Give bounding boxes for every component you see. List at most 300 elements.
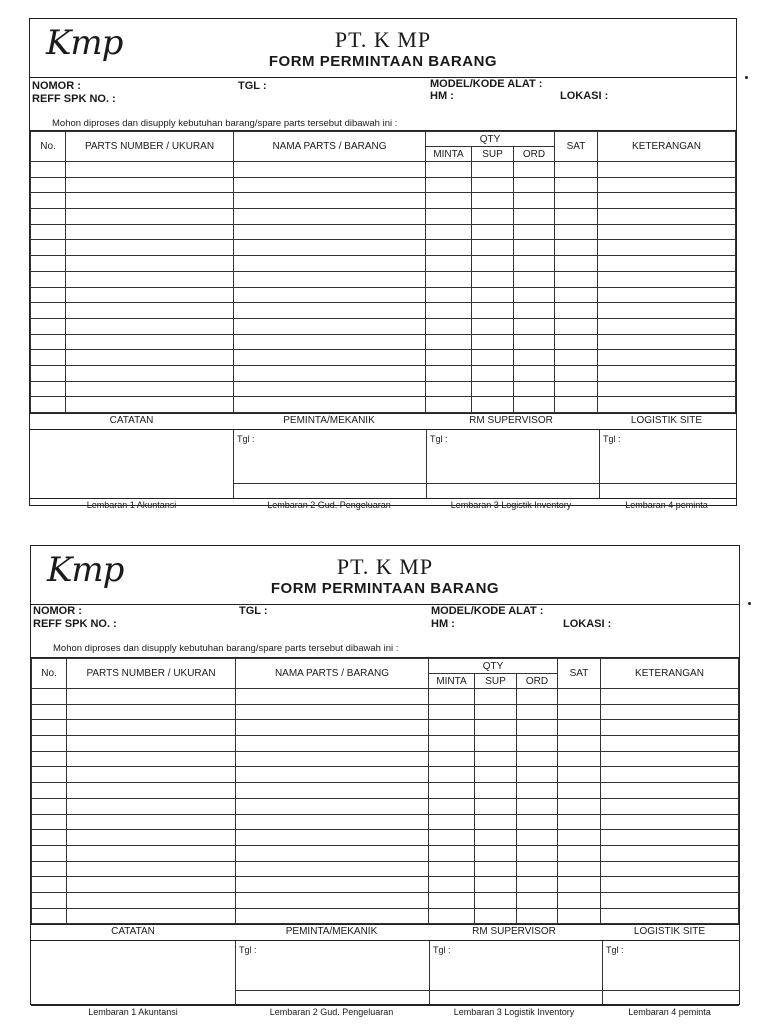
table-cell[interactable] [32, 861, 67, 877]
col-sup: SUP [475, 674, 517, 689]
table-cell[interactable] [514, 365, 555, 381]
table-cell[interactable] [429, 845, 475, 861]
table-cell[interactable] [598, 397, 736, 413]
table-cell[interactable] [475, 830, 517, 846]
table-cell[interactable] [32, 704, 67, 720]
table-cell[interactable] [426, 318, 472, 334]
table-cell[interactable] [598, 381, 736, 397]
table-cell[interactable] [32, 798, 67, 814]
table-cell[interactable] [517, 877, 558, 893]
table-cell[interactable] [601, 798, 739, 814]
table-cell[interactable] [558, 861, 601, 877]
logistik-signature-box[interactable] [603, 941, 739, 1005]
table-cell[interactable] [234, 177, 426, 193]
table-cell[interactable] [601, 830, 739, 846]
table-cell[interactable] [475, 751, 517, 767]
table-cell[interactable] [31, 318, 66, 334]
table-cell[interactable] [236, 877, 429, 893]
form-title: FORM PERMINTAAN BARANG [268, 53, 498, 70]
table-cell[interactable] [67, 689, 236, 705]
table-cell[interactable] [32, 720, 67, 736]
logistik-signature-box[interactable] [600, 430, 736, 498]
table-cell[interactable] [234, 287, 426, 303]
table-cell[interactable] [67, 767, 236, 783]
col-ord: ORD [514, 147, 555, 162]
scan-speck [745, 76, 748, 79]
table-cell[interactable] [31, 365, 66, 381]
lokasi-field[interactable]: LOKASI : [560, 90, 609, 102]
table-cell[interactable] [598, 240, 736, 256]
table-cell[interactable] [67, 877, 236, 893]
table-cell[interactable] [66, 397, 234, 413]
table-cell[interactable] [558, 704, 601, 720]
table-cell[interactable] [555, 350, 598, 366]
table-cell[interactable] [555, 193, 598, 209]
table-cell[interactable] [426, 209, 472, 225]
table-cell[interactable] [601, 704, 739, 720]
table-cell[interactable] [234, 365, 426, 381]
table-cell[interactable] [472, 240, 514, 256]
table-cell[interactable] [426, 193, 472, 209]
table-cell[interactable] [598, 209, 736, 225]
table-cell[interactable] [472, 334, 514, 350]
table-cell[interactable] [555, 177, 598, 193]
table-cell[interactable] [517, 861, 558, 877]
table-cell[interactable] [234, 397, 426, 413]
table-cell[interactable] [66, 162, 234, 178]
table-cell[interactable] [67, 814, 236, 830]
table-cell[interactable] [234, 224, 426, 240]
rm-supervisor-label: RM SUPERVISOR [472, 926, 556, 938]
table-cell[interactable] [517, 720, 558, 736]
table-cell[interactable] [236, 720, 429, 736]
table-cell[interactable] [429, 814, 475, 830]
table-cell[interactable] [555, 318, 598, 334]
table-cell[interactable] [31, 397, 66, 413]
rm-signature-box[interactable] [427, 430, 600, 498]
table-cell[interactable] [601, 689, 739, 705]
table-cell[interactable] [429, 751, 475, 767]
table-cell[interactable] [426, 240, 472, 256]
table-cell[interactable] [601, 767, 739, 783]
table-cell[interactable] [517, 798, 558, 814]
table-cell[interactable] [234, 303, 426, 319]
signature-headers [30, 413, 736, 427]
table-cell[interactable] [32, 892, 67, 908]
rm-signature-box[interactable] [430, 941, 603, 1005]
tgl-field[interactable]: TGL : [239, 605, 268, 617]
table-cell[interactable] [517, 892, 558, 908]
table-cell[interactable] [234, 256, 426, 272]
table-cell[interactable] [66, 193, 234, 209]
table-cell[interactable] [598, 162, 736, 178]
nomor-field[interactable]: NOMOR : [32, 80, 81, 92]
table-cell[interactable] [234, 193, 426, 209]
table-cell[interactable] [31, 240, 66, 256]
table-cell[interactable] [67, 845, 236, 861]
table-cell[interactable] [517, 704, 558, 720]
company-logo: Kmp [46, 23, 123, 63]
table-cell[interactable] [32, 751, 67, 767]
table-cell[interactable] [514, 397, 555, 413]
table-cell[interactable] [475, 814, 517, 830]
table-cell[interactable] [598, 256, 736, 272]
table-cell[interactable] [234, 334, 426, 350]
tgl-label: Tgl : [606, 945, 624, 956]
table-cell[interactable] [558, 908, 601, 924]
table-cell[interactable] [558, 892, 601, 908]
table-cell[interactable] [67, 861, 236, 877]
table-cell[interactable] [514, 162, 555, 178]
table-cell[interactable] [598, 193, 736, 209]
col-qty: QTY [429, 659, 558, 674]
table-cell[interactable] [555, 271, 598, 287]
table-cell[interactable] [426, 271, 472, 287]
table-cell[interactable] [32, 736, 67, 752]
table-cell[interactable] [31, 381, 66, 397]
table-cell[interactable] [472, 303, 514, 319]
table-cell[interactable] [517, 830, 558, 846]
tgl-field[interactable]: TGL : [238, 80, 267, 92]
table-cell[interactable] [236, 892, 429, 908]
table-cell[interactable] [514, 209, 555, 225]
table-cell[interactable] [558, 783, 601, 799]
table-cell[interactable] [32, 830, 67, 846]
table-cell[interactable] [32, 877, 67, 893]
table-row [32, 798, 739, 814]
table-cell[interactable] [514, 303, 555, 319]
reff-spk-field[interactable]: REFF SPK NO. : [32, 93, 116, 105]
table-cell[interactable] [236, 798, 429, 814]
table-cell[interactable] [555, 397, 598, 413]
table-cell[interactable] [601, 908, 739, 924]
model-field[interactable]: MODEL/KODE ALAT : [431, 605, 544, 617]
table-cell[interactable] [517, 751, 558, 767]
lokasi-field[interactable]: LOKASI : [563, 618, 612, 630]
peminta-signature-box[interactable] [236, 941, 430, 1005]
table-cell[interactable] [601, 751, 739, 767]
table-cell[interactable] [31, 162, 66, 178]
table-cell[interactable] [66, 318, 234, 334]
table-cell[interactable] [475, 877, 517, 893]
table-cell[interactable] [558, 814, 601, 830]
table-cell[interactable] [426, 303, 472, 319]
table-cell[interactable] [475, 783, 517, 799]
table-cell[interactable] [66, 303, 234, 319]
table-cell[interactable] [31, 209, 66, 225]
copy-2: Lembaran 2 Gud. Pengeluaran [267, 500, 391, 510]
table-cell[interactable] [66, 256, 234, 272]
table-cell[interactable] [475, 720, 517, 736]
table-cell[interactable] [32, 767, 67, 783]
table-cell[interactable] [472, 162, 514, 178]
table-row [32, 845, 739, 861]
table-cell[interactable] [32, 908, 67, 924]
table-cell[interactable] [517, 736, 558, 752]
table-cell[interactable] [429, 877, 475, 893]
table-cell[interactable] [67, 908, 236, 924]
table-cell[interactable] [598, 318, 736, 334]
table-cell[interactable] [234, 318, 426, 334]
table-cell[interactable] [558, 845, 601, 861]
table-cell[interactable] [234, 350, 426, 366]
table-cell[interactable] [555, 287, 598, 303]
table-cell[interactable] [472, 397, 514, 413]
table-cell[interactable] [514, 318, 555, 334]
table-cell[interactable] [601, 720, 739, 736]
table-cell[interactable] [517, 845, 558, 861]
table-cell[interactable] [32, 845, 67, 861]
table-cell[interactable] [475, 767, 517, 783]
table-cell[interactable] [598, 365, 736, 381]
table-cell[interactable] [601, 736, 739, 752]
peminta-signature-box[interactable] [234, 430, 427, 498]
table-cell[interactable] [555, 224, 598, 240]
table-cell[interactable] [31, 334, 66, 350]
table-cell[interactable] [429, 689, 475, 705]
table-cell[interactable] [67, 830, 236, 846]
table-cell[interactable] [426, 365, 472, 381]
table-cell[interactable] [598, 303, 736, 319]
table-cell[interactable] [31, 193, 66, 209]
table-cell[interactable] [31, 287, 66, 303]
copy-3: Lembaran 3 Logistik Inventory [450, 500, 572, 510]
table-cell[interactable] [517, 783, 558, 799]
table-cell[interactable] [475, 892, 517, 908]
table-cell[interactable] [32, 814, 67, 830]
table-cell[interactable] [514, 381, 555, 397]
table-cell[interactable] [475, 689, 517, 705]
table-cell[interactable] [472, 224, 514, 240]
table-row [32, 720, 739, 736]
table-cell[interactable] [601, 814, 739, 830]
table-cell[interactable] [601, 861, 739, 877]
peminta-label: PEMINTA/MEKANIK [285, 926, 378, 938]
peminta-label: PEMINTA/MEKANIK [283, 415, 375, 426]
table-cell[interactable] [31, 303, 66, 319]
copy-1: Lembaran 1 Akuntansi [86, 500, 177, 510]
table-cell[interactable] [558, 830, 601, 846]
table-cell[interactable] [236, 767, 429, 783]
table-cell[interactable] [236, 704, 429, 720]
table-cell[interactable] [32, 689, 67, 705]
table-cell[interactable] [429, 908, 475, 924]
table-cell[interactable] [66, 271, 234, 287]
table-cell[interactable] [426, 287, 472, 303]
table-cell[interactable] [236, 783, 429, 799]
form-meta [30, 78, 736, 131]
table-cell[interactable] [472, 365, 514, 381]
table-cell[interactable] [66, 240, 234, 256]
table-row [31, 381, 736, 397]
table-cell[interactable] [514, 240, 555, 256]
table-cell[interactable] [472, 287, 514, 303]
table-cell[interactable] [429, 798, 475, 814]
table-cell[interactable] [66, 365, 234, 381]
table-cell[interactable] [429, 892, 475, 908]
table-cell[interactable] [555, 256, 598, 272]
table-cell[interactable] [558, 689, 601, 705]
table-cell[interactable] [426, 350, 472, 366]
tgl-label: Tgl : [430, 434, 448, 444]
table-cell[interactable] [514, 350, 555, 366]
table-cell[interactable] [67, 892, 236, 908]
table-cell[interactable] [66, 334, 234, 350]
table-cell[interactable] [426, 397, 472, 413]
model-field[interactable]: MODEL/KODE ALAT : [430, 78, 543, 90]
hm-field[interactable]: HM : [430, 90, 454, 102]
instruction-note: Mohon diproses dan disupply kebutuhan barang/spare parts tersebut dibawah ini : [53, 643, 399, 654]
table-cell[interactable] [475, 798, 517, 814]
table-cell[interactable] [236, 908, 429, 924]
table-cell[interactable] [472, 177, 514, 193]
table-cell[interactable] [514, 334, 555, 350]
table-cell[interactable] [601, 892, 739, 908]
table-cell[interactable] [67, 704, 236, 720]
table-cell[interactable] [514, 193, 555, 209]
table-cell[interactable] [66, 350, 234, 366]
hm-field[interactable]: HM : [431, 618, 455, 630]
col-no: No. [31, 132, 66, 162]
table-cell[interactable] [514, 287, 555, 303]
copy-4: Lembaran 4 peminta [625, 500, 708, 510]
table-cell[interactable] [598, 287, 736, 303]
table-cell[interactable] [601, 877, 739, 893]
table-cell[interactable] [236, 861, 429, 877]
table-cell[interactable] [601, 845, 739, 861]
table-cell[interactable] [555, 240, 598, 256]
table-cell[interactable] [426, 177, 472, 193]
table-cell[interactable] [236, 845, 429, 861]
table-cell[interactable] [66, 209, 234, 225]
table-row [31, 177, 736, 193]
table-cell[interactable] [66, 287, 234, 303]
table-cell[interactable] [598, 334, 736, 350]
table-cell[interactable] [236, 751, 429, 767]
table-cell[interactable] [472, 271, 514, 287]
table-cell[interactable] [236, 830, 429, 846]
table-cell[interactable] [598, 177, 736, 193]
catatan-box[interactable] [31, 941, 236, 1005]
table-cell[interactable] [475, 736, 517, 752]
table-cell[interactable] [67, 798, 236, 814]
table-cell[interactable] [514, 271, 555, 287]
table-cell[interactable] [426, 334, 472, 350]
nomor-field[interactable]: NOMOR : [33, 605, 82, 617]
table-cell[interactable] [429, 704, 475, 720]
table-cell[interactable] [234, 381, 426, 397]
table-cell[interactable] [475, 861, 517, 877]
table-cell[interactable] [555, 365, 598, 381]
table-cell[interactable] [429, 861, 475, 877]
table-cell[interactable] [234, 162, 426, 178]
table-cell[interactable] [555, 381, 598, 397]
table-cell[interactable] [66, 224, 234, 240]
form-meta [31, 605, 739, 658]
table-cell[interactable] [472, 209, 514, 225]
table-row [31, 162, 736, 178]
table-cell[interactable] [472, 381, 514, 397]
table-cell[interactable] [517, 814, 558, 830]
signature-boxes [31, 940, 739, 1006]
table-cell[interactable] [598, 271, 736, 287]
table-cell[interactable] [517, 767, 558, 783]
table-cell[interactable] [236, 689, 429, 705]
table-cell[interactable] [558, 736, 601, 752]
table-cell[interactable] [31, 177, 66, 193]
table-cell[interactable] [234, 271, 426, 287]
table-cell[interactable] [472, 193, 514, 209]
table-row [32, 751, 739, 767]
table-cell[interactable] [429, 736, 475, 752]
table-cell[interactable] [234, 209, 426, 225]
table-cell[interactable] [555, 334, 598, 350]
table-row [32, 908, 739, 924]
table-cell[interactable] [429, 720, 475, 736]
table-cell[interactable] [426, 256, 472, 272]
table-cell[interactable] [426, 224, 472, 240]
table-cell[interactable] [236, 814, 429, 830]
table-cell[interactable] [472, 256, 514, 272]
table-cell[interactable] [558, 751, 601, 767]
table-cell[interactable] [558, 877, 601, 893]
table-cell[interactable] [67, 736, 236, 752]
table-cell[interactable] [66, 381, 234, 397]
table-cell[interactable] [234, 240, 426, 256]
table-cell[interactable] [31, 350, 66, 366]
table-cell[interactable] [514, 224, 555, 240]
table-cell[interactable] [429, 783, 475, 799]
table-cell[interactable] [429, 767, 475, 783]
table-cell[interactable] [67, 751, 236, 767]
table-cell[interactable] [236, 736, 429, 752]
table-cell[interactable] [426, 381, 472, 397]
table-cell[interactable] [31, 271, 66, 287]
copy-distribution [31, 1006, 739, 1019]
table-cell[interactable] [475, 908, 517, 924]
table-cell[interactable] [555, 209, 598, 225]
table-cell[interactable] [429, 830, 475, 846]
table-cell[interactable] [475, 845, 517, 861]
table-cell[interactable] [555, 162, 598, 178]
table-cell[interactable] [517, 689, 558, 705]
table-cell[interactable] [472, 350, 514, 366]
tgl-label: Tgl : [239, 945, 257, 956]
table-cell[interactable] [67, 720, 236, 736]
table-row [31, 209, 736, 225]
table-cell[interactable] [598, 224, 736, 240]
reff-spk-field[interactable]: REFF SPK NO. : [33, 618, 117, 630]
table-cell[interactable] [475, 704, 517, 720]
table-cell[interactable] [598, 350, 736, 366]
table-cell[interactable] [31, 224, 66, 240]
table-cell[interactable] [514, 256, 555, 272]
table-cell[interactable] [514, 177, 555, 193]
table-cell[interactable] [32, 783, 67, 799]
table-cell[interactable] [601, 783, 739, 799]
table-cell[interactable] [66, 177, 234, 193]
table-cell[interactable] [31, 256, 66, 272]
table-cell[interactable] [517, 908, 558, 924]
table-cell[interactable] [426, 162, 472, 178]
table-cell[interactable] [558, 767, 601, 783]
table-cell[interactable] [555, 303, 598, 319]
table-cell[interactable] [67, 783, 236, 799]
table-cell[interactable] [472, 318, 514, 334]
table-cell[interactable] [558, 798, 601, 814]
table-cell[interactable] [558, 720, 601, 736]
catatan-box[interactable] [30, 430, 234, 498]
